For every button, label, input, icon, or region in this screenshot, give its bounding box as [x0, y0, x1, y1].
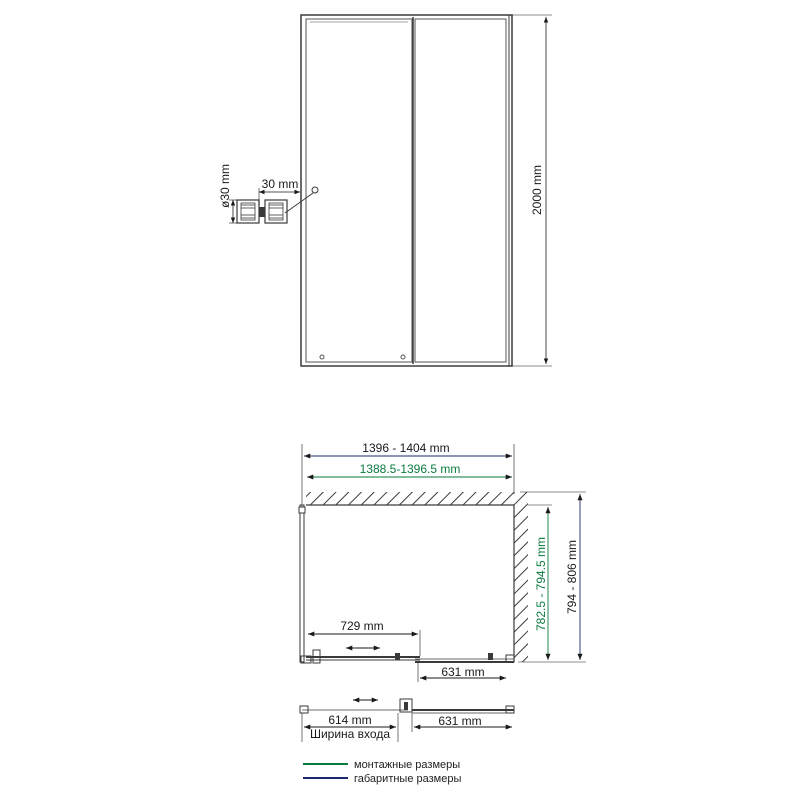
bottom-guide-left [320, 355, 324, 359]
bottom-guide-right [401, 355, 405, 359]
sliding-door-label: 729 mm [340, 619, 384, 633]
front-view [218, 15, 552, 366]
legend-overall-label: габаритные размеры [354, 773, 462, 785]
sliding-glass-panel [306, 19, 412, 362]
handle-leader [285, 193, 313, 213]
handle-depth-label: 30 mm [261, 177, 299, 191]
side-wall-hatch [514, 505, 528, 662]
legend [303, 759, 461, 785]
install-depth-label: 782.5 - 794.5 mm [534, 536, 548, 632]
overall-width-label: 1396 - 1404 mm [362, 441, 450, 455]
install-width-label: 1388.5-1396.5 mm [359, 462, 461, 476]
handle-marker [312, 187, 318, 193]
front-frame [301, 15, 512, 366]
overall-depth-label: 794 - 806 mm [565, 539, 579, 615]
fixed-glass-panel [415, 19, 506, 362]
back-wall-hatch [306, 492, 528, 505]
handle-diameter-label: ø30 mm [218, 163, 232, 208]
handle-detail [237, 200, 287, 223]
height-label: 2000 mm [530, 164, 544, 216]
opening-fixed-panel-label: 631 mm [438, 714, 482, 728]
entry-caption: Ширина входа [309, 727, 391, 741]
legend-installation-label: монтажные размеры [354, 759, 461, 771]
opening-view [300, 699, 514, 742]
fixed-panel-label: 631 mm [441, 665, 485, 679]
left-wall-profile [300, 505, 304, 662]
plan-view [299, 441, 586, 682]
entry-width-label: 614 mm [328, 713, 372, 727]
